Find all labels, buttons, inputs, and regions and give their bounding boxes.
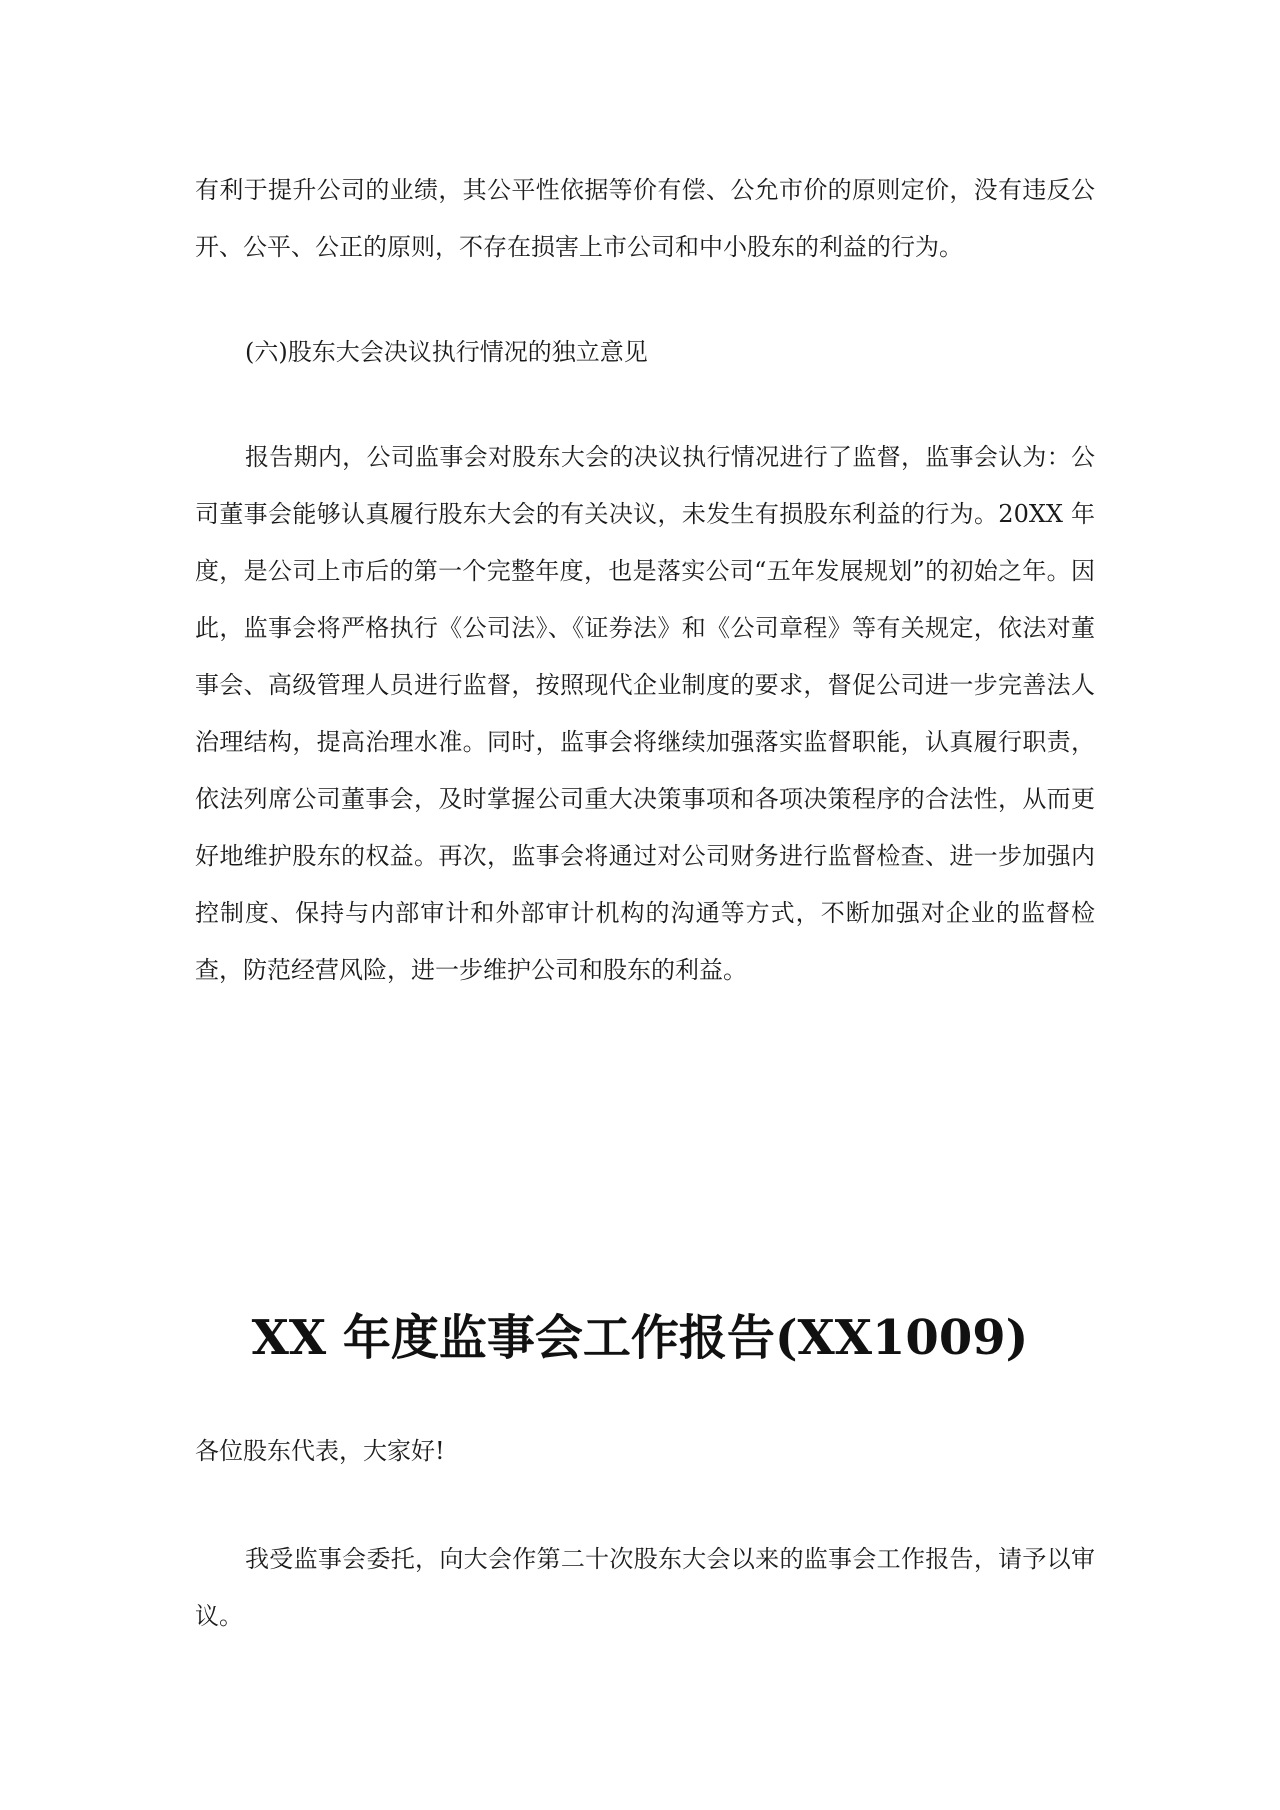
paragraph-report-period: 报告期内，公司监事会对股东大会的决议执行情况进行了监督，监事会认为：公司董事会能够认真履行股东大会的有关决议，未发生有损股东利益的行为。20XX 年度，是公司上市后的第一个完整年度，也是落实公司“五年发展规划”的初始之年。因此，监事会将严格执行《公司法》、《证券法》和《公司章程》等有关规定，依法对董事会、高级管理人员进行监督，按照现代企业制度的要求，督促公司进一步完善法人治理结构，提高治理水准。同时，监事会将继续加强落实监督职能，认真履行职责，依法列席公司董事会，及时掌握公司重大决策事项和各项决策程序的合法性，从而更好地维护股东的权益。再次，监事会将通过对公司财务进行监督检查、进一步加强内控制度、保持与内部审计和外部审计机构的沟通等方式，不断加强对企业的监督检查，防范经营风险，进一步维护公司和股东的利益。 [195,443,1095,984]
report-title: XX 年度监事会工作报告(XX1009) [251,1310,1029,1366]
paragraph-intro: 我受监事会委托，向大会作第二十次股东大会以来的监事会工作报告，请予以审议。 [195,1545,1095,1630]
paragraph-continuation: 有利于提升公司的业绩，其公平性依据等价有偿、公允市价的原则定价，没有违反公开、公平、公正的原则，不存在损害上市公司和中小股东的利益的行为。 [195,176,1095,261]
greeting: 各位股东代表，大家好! [195,1437,445,1465]
section-heading: (六)股东大会决议执行情况的独立意见 [245,338,648,366]
